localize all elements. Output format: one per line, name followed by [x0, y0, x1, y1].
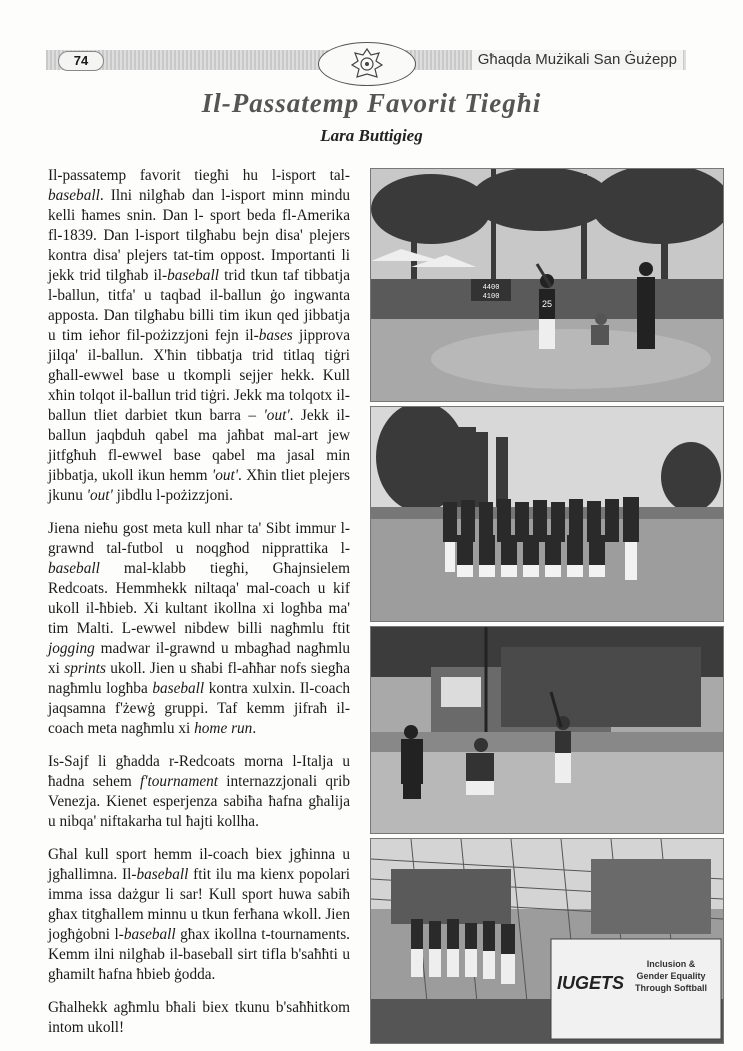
paragraph: Għalhekk agħmlu bħali biex tkunu b'saħħitkom intom ukoll! [48, 999, 350, 1036]
photo-team-group [370, 406, 724, 622]
photo-batter-at-plate [370, 168, 724, 402]
article-body [48, 166, 350, 1051]
article-title: Il-Passatemp Favorit Tiegħi [201, 88, 542, 118]
article-author: Lara Buttigieg [320, 126, 423, 145]
paragraph: Il-passatemp favorit tiegħi hu l-isport tal-baseball. Ilni nilgħab dan l-isport minn mindu kelli ħames snin. Dan l- sport beda fl-Amerika fl-1839. Dan l-isport tilgħabu bejn disa' plejers kontra disa' plejers tat-tim oppost. Importanti li jekk trid tilgħab il-baseball trid tkun taf tibbatja l-ballun, titfa' u taqbad il-ballun ġo ingwanta apposta. Dan tilgħabu billi tim ikun qed jibbatja u tim ieħor fil-pożizzjoni fejn il-bases jipprova jilqa' il-ballun. X'ħin tibbatja trid titlaq tiġri għall-ewwel base u tkompli sejjer hekk. Kull xħin tolqot il-ballun trid tiġri. Jekk ma tolqotx il-ballun tliet darbiet tkun barra – 'out'. Jekk il-ballun jaqbduh qabel ma jaħbat mal-art jew jitfgħuh fl-ewwel base qabel ma jasal min jibbatja, ukoll ikun hemm 'out'. Xħin tliet plejers jkunu 'out' jibdlu l-pożizzjoni. [48, 167, 351, 504]
emblem-logo [318, 42, 416, 86]
banner-right-line-3: Through Softball [635, 983, 707, 993]
banner-right-line-2: Gender Equality [636, 971, 706, 981]
scoreboard-line-1: 4400 [482, 284, 500, 292]
paragraph: Is-Sajf li għadda r-Redcoats morna l-Italja u ħadna sehem f'tournament internazzjonali qrib Venezja. Kienet esperjenza sabiħa ħafna għalija u nibqa' niftakarha tul ħajti kollha. [48, 753, 350, 830]
page-number: 74 [58, 51, 104, 71]
jersey-number: 25 [541, 299, 553, 309]
scoreboard-line-2: 4100 [482, 293, 500, 301]
publication-name: Għaqda Mużikali San Ġużepp [472, 50, 683, 70]
banner-right-line-1: Inclusion & [646, 959, 696, 969]
banner-left-text: IUGETS [557, 973, 625, 993]
paragraph: Jiena nieħu gost meta kull nhar ta' Sibt immur l-grawnd tal-futbol u noqgħod nipprattika l-baseball mal-klabb tiegħi, Għajnsielem Redcoats. Hemmhekk niltaqa' mal-coach u kif ukoll il-ħbieb. Xi kultant ikollna xi logħba ma' tim Malti. L-ewwel nibdew billi nagħmlu ftit jogging madwar il-grawnd u mbagħad nagħmlu xi sprints ukoll. Jien u sħabi fl-aħħar nofs siegħa nagħmlu logħba baseball kontra xulxin. Il-coach jaqsamna f'żewġ gruppi. Taf kemm jifraħ il-coach meta nagħmlu xi home run. [48, 520, 350, 737]
photo-game-action [370, 626, 724, 834]
photo-lineup-banner [370, 838, 724, 1044]
paragraph: Għal kull sport hemm il-coach biex jgħinna u jgħallimna. Il-baseball ftit ilu ma kienx popolari imma issa dażgur li sar! Kull sport huwa sabiħ għax titgħallem minnu u tkun ferħana wkoll. Jien jogħġobni l-baseball għax ikollna t-tournaments. Kemm ilni nilgħab il-baseball sirt tifla b'saħħti u għamilt ħafna ħbieb ġodda. [48, 846, 351, 983]
